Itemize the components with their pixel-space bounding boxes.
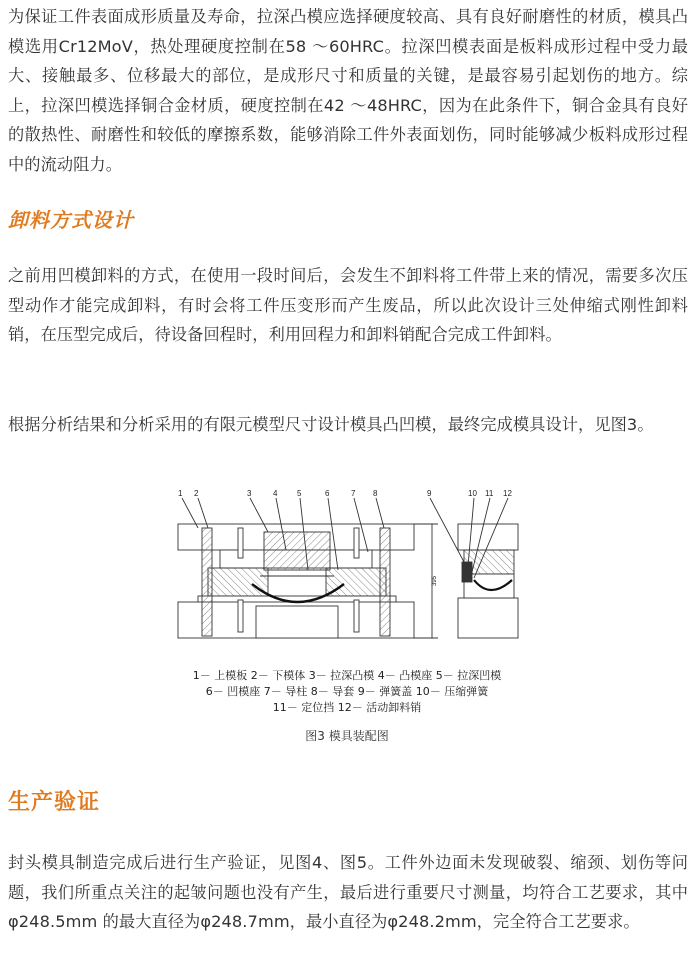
legend-line-1: 1－ 上模板 2－ 下模体 3－ 拉深凸模 4－ 凸模座 5－ 拉深凹模: [192, 669, 502, 682]
callout-12: 12: [503, 489, 512, 498]
legend-line-3: 11－ 定位挡 12－ 活动卸料销: [272, 701, 422, 714]
section-title-unloading: 卸料方式设计: [8, 208, 134, 232]
dimension-label: 395: [432, 575, 438, 586]
paragraph-production-verification: 封头模具制造完成后进行生产验证，见图4、图5。工件外边面未发现破裂、缩颈、划伤等问题，我们所重点关注的起皱问题也没有产生，最后进行重要尺寸测量，均符合工艺要求，其中φ248.5mm 的最大直径为φ248.7mm，最小直径为φ248.2mm，完全符合工艺要求。: [8, 853, 688, 931]
legend-line-2: 6－ 凹模座 7－ 导柱 8－ 导套 9－ 弹簧盖 10－ 压缩弹簧: [205, 685, 489, 698]
callout-5: 5: [297, 489, 302, 498]
callout-8: 8: [373, 489, 378, 498]
callout-11: 11: [485, 489, 494, 498]
paragraph-unloading-design: 之前用凹模卸料的方式，在使用一段时间后，会发生不卸料将工件带上来的情况，需要多次压型动作才能完成卸料，有时会将工件压变形而产生废品，所以此次设计三处伸缩式刚性卸料销，在压型完成后，待设备回程时，利用回程力和卸料销配合完成工件卸料。: [8, 266, 688, 344]
callout-6: 6: [325, 489, 330, 498]
callout-7: 7: [351, 489, 356, 498]
callout-1: 1: [178, 489, 183, 498]
figure-caption: 图3 模具装配图: [305, 729, 389, 743]
callout-4: 4: [273, 489, 278, 498]
callout-9: 9: [427, 489, 432, 498]
callout-2: 2: [194, 489, 199, 498]
paragraph-material-selection: 为保证工件表面成形质量及寿命，拉深凸模应选择硬度较高、具有良好耐磨性的材质，模具凸模选用Cr12MoV，热处理硬度控制在58 ～60HRC。拉深凹模表面是板料成形过程中受力最大、接触最多、位移最大的部位，是成形尺寸和质量的关键，是最容易引起划伤的地方。综上，拉深凹模选择铜合金材质，硬度控制在42 ～48HRC，因为在此条件下，铜合金具有良好的散热性、耐磨性和较低的摩擦系数，能够消除工件外表面划伤，同时能够减少板料成形过程中的流动阻力。: [8, 7, 688, 174]
paragraph-figure-reference: 根据分析结果和分析采用的有限元模型尺寸设计模具凸凹模，最终完成模具设计，见图3。: [8, 415, 654, 434]
callout-10: 10: [468, 489, 477, 498]
callout-3: 3: [247, 489, 252, 498]
section-title-verification: 生产验证: [8, 790, 101, 815]
